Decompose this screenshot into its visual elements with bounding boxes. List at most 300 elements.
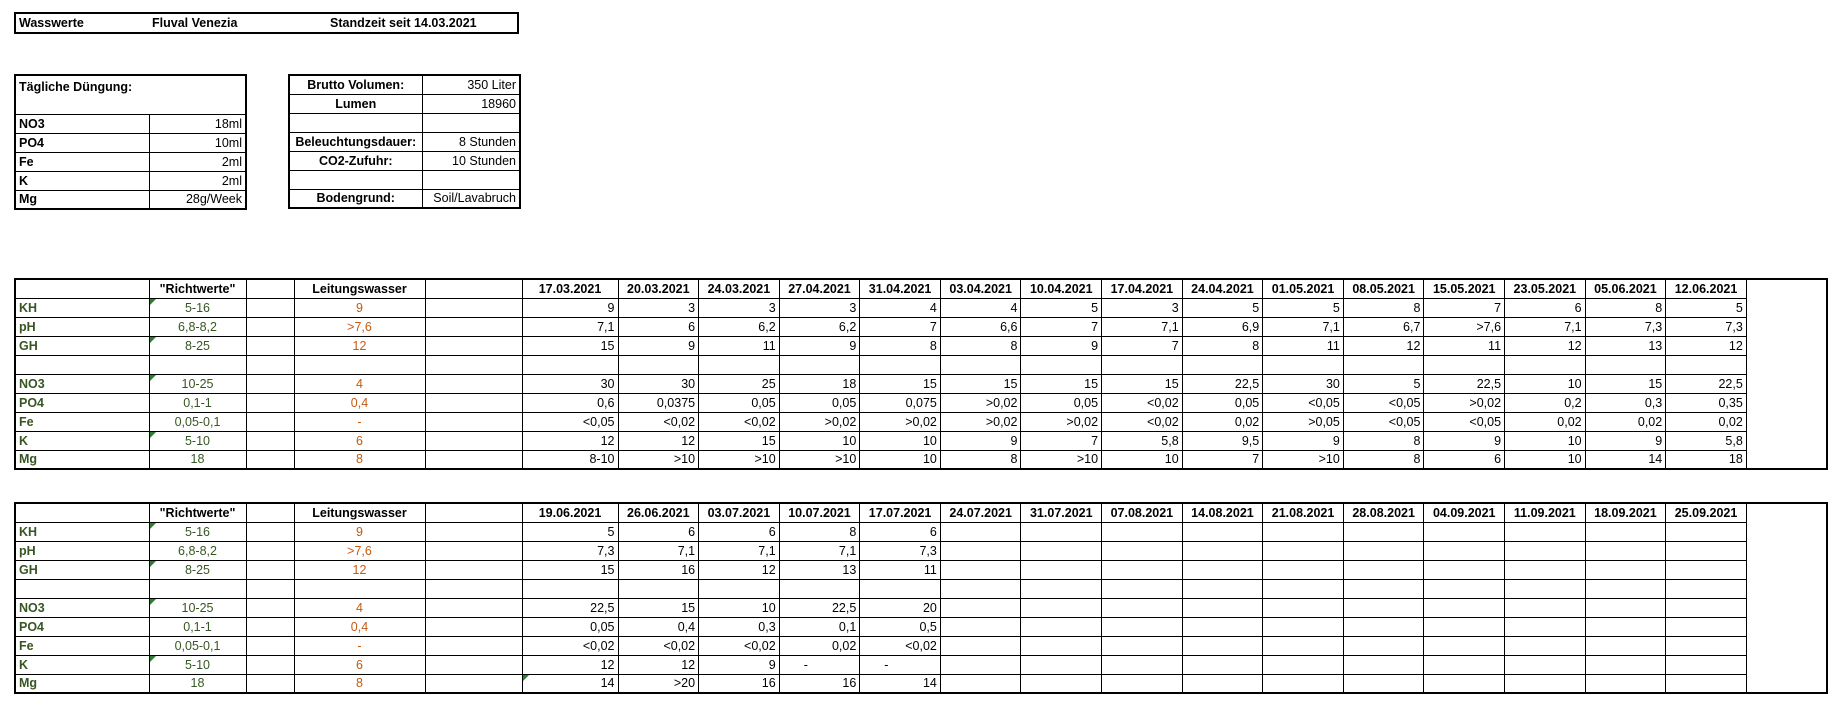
table-row [15, 412, 1827, 431]
value-cell [940, 541, 1021, 560]
standzeit: Standzeit seit 14.03.2021 [330, 16, 477, 30]
spacer-cell [246, 636, 294, 655]
value-cell: 7,1 [699, 541, 780, 560]
value-cell: 3 [618, 298, 699, 317]
value-cell: 15 [522, 560, 618, 579]
value-cell: 9 [940, 431, 1021, 450]
value-cell [1021, 355, 1102, 374]
value-cell: 12 [522, 431, 618, 450]
leitung-cell: 9 [294, 298, 425, 317]
table-row [15, 374, 1827, 393]
table-row [15, 393, 1827, 412]
value-cell: 6,9 [1182, 317, 1263, 336]
value-cell: 7,1 [1263, 317, 1344, 336]
date-header: 10.04.2021 [1021, 279, 1102, 298]
value-cell: 20 [860, 598, 941, 617]
leitung-cell: 0,4 [294, 393, 425, 412]
value-cell [1424, 541, 1505, 560]
table-row [15, 298, 1827, 317]
value-cell: 9 [1263, 431, 1344, 450]
value-cell: 15 [1102, 374, 1183, 393]
value-cell [1343, 636, 1424, 655]
value-cell: 10 [860, 450, 941, 469]
value-cell: 3 [779, 298, 860, 317]
header-row [15, 503, 1827, 522]
value-cell [1424, 636, 1505, 655]
value-cell: 7,1 [1102, 317, 1183, 336]
spacer-cell [246, 317, 294, 336]
leitung-cell: - [294, 636, 425, 655]
value-cell: 0,05 [699, 393, 780, 412]
value-cell: 12 [618, 655, 699, 674]
date-header: 21.08.2021 [1263, 503, 1344, 522]
value-cell: >0,02 [1424, 393, 1505, 412]
value-cell [1182, 617, 1263, 636]
info-table [288, 74, 521, 209]
value-cell [1505, 655, 1586, 674]
value-cell [1182, 674, 1263, 693]
corner-cell [15, 503, 149, 522]
value-cell: 6,6 [940, 317, 1021, 336]
value-cell: 0,02 [1505, 412, 1586, 431]
value-cell: 8 [940, 336, 1021, 355]
value-cell [1182, 579, 1263, 598]
value-cell: >10 [618, 450, 699, 469]
value-cell [1505, 636, 1586, 655]
value-cell: 0,35 [1666, 393, 1747, 412]
date-header: 08.05.2021 [1343, 279, 1424, 298]
value-cell [1424, 579, 1505, 598]
leitung-cell: 8 [294, 450, 425, 469]
value-cell [1021, 541, 1102, 560]
value-cell: 15 [618, 598, 699, 617]
spacer-cell [425, 674, 522, 693]
value-cell: 7,1 [779, 541, 860, 560]
value-cell [1263, 655, 1344, 674]
value-cell [1102, 355, 1183, 374]
value-cell [1666, 579, 1747, 598]
value-cell: 8 [940, 450, 1021, 469]
value-cell [1505, 598, 1586, 617]
value-cell [1666, 598, 1747, 617]
value-cell: 0,02 [1182, 412, 1263, 431]
value-cell: 8 [860, 336, 941, 355]
date-header: 24.04.2021 [1182, 279, 1263, 298]
value-cell: 22,5 [1666, 374, 1747, 393]
value-cell [1343, 522, 1424, 541]
value-cell [1343, 655, 1424, 674]
value-cell: 7,1 [522, 317, 618, 336]
leitung-cell: 0,4 [294, 617, 425, 636]
value-cell: 5 [1182, 298, 1263, 317]
value-cell: 11 [1263, 336, 1344, 355]
value-cell [1343, 674, 1424, 693]
value-cell [1263, 617, 1344, 636]
values-grid [14, 278, 1828, 470]
richtwert-cell: 0,05-0,1 [149, 412, 246, 431]
value-cell: 10 [1505, 450, 1586, 469]
spacer-cell [246, 503, 294, 522]
richtwert-cell: 10-25 [149, 374, 246, 393]
value-cell: >0,02 [860, 412, 941, 431]
spacer-cell [425, 393, 522, 412]
value-cell [1343, 579, 1424, 598]
value-cell [1505, 617, 1586, 636]
date-header: 01.05.2021 [1263, 279, 1344, 298]
value-cell [618, 355, 699, 374]
table-row [15, 598, 1827, 617]
value-cell: 22,5 [1182, 374, 1263, 393]
param-name: Fe [15, 412, 149, 431]
table-row [15, 431, 1827, 450]
value-cell [1102, 579, 1183, 598]
value-cell: 22,5 [779, 598, 860, 617]
value-cell: 0,2 [1505, 393, 1586, 412]
value-cell: <0,05 [522, 412, 618, 431]
param-name: PO4 [15, 617, 149, 636]
value-cell: 15 [1021, 374, 1102, 393]
richtwert-cell: 8-25 [149, 336, 246, 355]
param-name [15, 355, 149, 374]
value-cell: 6 [618, 317, 699, 336]
param-name [15, 579, 149, 598]
value-cell: <0,02 [699, 412, 780, 431]
table-row: CO2-Zufuhr: 10 Stunden [289, 151, 520, 170]
value-cell: >0,02 [940, 393, 1021, 412]
sheet-title: Wasswerte [19, 16, 84, 30]
spacer-cell [425, 298, 522, 317]
richtwert-cell: 10-25 [149, 598, 246, 617]
value-cell: 5,8 [1102, 431, 1183, 450]
richtwert-cell: 5-16 [149, 522, 246, 541]
corner-cell [15, 279, 149, 298]
value-cell [1263, 674, 1344, 693]
date-header: 26.06.2021 [618, 503, 699, 522]
table-row [15, 522, 1827, 541]
spacer-cell [425, 355, 522, 374]
value-cell: 0,3 [1585, 393, 1666, 412]
value-cell [1585, 522, 1666, 541]
table-row [15, 636, 1827, 655]
value-cell [1021, 636, 1102, 655]
value-cell [1021, 598, 1102, 617]
spacer-cell [425, 655, 522, 674]
value-cell: 0,0375 [618, 393, 699, 412]
value-cell: >10 [1021, 450, 1102, 469]
value-cell [1424, 598, 1505, 617]
value-cell: >0,05 [1263, 412, 1344, 431]
param-name: pH [15, 317, 149, 336]
value-cell [1263, 598, 1344, 617]
value-cell: 7,3 [860, 541, 941, 560]
value-cell: 0,05 [1182, 393, 1263, 412]
spacer-cell [246, 617, 294, 636]
spacer-cell [425, 450, 522, 469]
value-cell: 4 [860, 298, 941, 317]
spacer-cell [246, 598, 294, 617]
value-cell: 13 [779, 560, 860, 579]
value-cell: <0,02 [1102, 393, 1183, 412]
date-header: 17.07.2021 [860, 503, 941, 522]
value-cell [1343, 541, 1424, 560]
value-cell: 5,8 [1666, 431, 1747, 450]
value-cell [1263, 522, 1344, 541]
value-cell: <0,02 [860, 636, 941, 655]
table-row [289, 170, 520, 189]
value-cell: 6 [860, 522, 941, 541]
spacer-cell [246, 355, 294, 374]
leitung-cell: 8 [294, 674, 425, 693]
table-row [15, 579, 1827, 598]
param-name: KH [15, 522, 149, 541]
spacer-cell [246, 393, 294, 412]
leitung-cell: 6 [294, 655, 425, 674]
value-cell [1102, 655, 1183, 674]
spacer-cell [246, 336, 294, 355]
value-cell: 12 [1666, 336, 1747, 355]
table-row [15, 560, 1827, 579]
value-cell [1263, 636, 1344, 655]
value-cell: 10 [779, 431, 860, 450]
value-cell [1343, 560, 1424, 579]
value-cell: <0,05 [1263, 393, 1344, 412]
value-cell [1666, 355, 1747, 374]
table-row: Brutto Volumen: 350 Liter [289, 75, 520, 94]
table-row: Lumen 18960 [289, 94, 520, 113]
leitung-cell: 9 [294, 522, 425, 541]
value-cell: 3 [1102, 298, 1183, 317]
value-cell [1585, 579, 1666, 598]
value-cell: 14 [1585, 450, 1666, 469]
date-header: 28.08.2021 [1343, 503, 1424, 522]
table-row [15, 355, 1827, 374]
param-name: NO3 [15, 598, 149, 617]
value-cell: 9 [1424, 431, 1505, 450]
spacer-cell [246, 374, 294, 393]
value-cell: 15 [860, 374, 941, 393]
value-cell: >10 [1263, 450, 1344, 469]
richtwert-cell: 5-16 [149, 298, 246, 317]
param-name: GH [15, 560, 149, 579]
value-cell [1666, 636, 1747, 655]
leitung-cell: 12 [294, 560, 425, 579]
leitung-cell: >7,6 [294, 541, 425, 560]
value-cell: 7 [1102, 336, 1183, 355]
value-cell: 0,02 [1666, 412, 1747, 431]
value-cell [699, 355, 780, 374]
date-header: 17.03.2021 [522, 279, 618, 298]
value-cell [1182, 355, 1263, 374]
date-header: 07.08.2021 [1102, 503, 1183, 522]
value-cell: 0,05 [779, 393, 860, 412]
value-cell: <0,02 [1102, 412, 1183, 431]
value-cell [1585, 617, 1666, 636]
table-row [15, 336, 1827, 355]
param-name: PO4 [15, 393, 149, 412]
richtwert-cell [149, 579, 246, 598]
value-cell: 9 [699, 655, 780, 674]
value-cell: 12 [1505, 336, 1586, 355]
date-header: 19.06.2021 [522, 503, 618, 522]
value-cell: 22,5 [1424, 374, 1505, 393]
leitung-cell: 4 [294, 598, 425, 617]
value-cell [522, 579, 618, 598]
duengung-title: Tägliche Düngung: [15, 75, 246, 114]
value-cell [1424, 522, 1505, 541]
value-cell: 0,05 [522, 617, 618, 636]
value-cell: 11 [699, 336, 780, 355]
value-cell: 16 [618, 560, 699, 579]
value-cell [522, 355, 618, 374]
spacer-cell [246, 655, 294, 674]
value-cell: 0,02 [779, 636, 860, 655]
spacer-cell [246, 279, 294, 298]
value-cell [1585, 655, 1666, 674]
value-cell [1182, 636, 1263, 655]
value-cell: 30 [522, 374, 618, 393]
value-cell: 18 [1666, 450, 1747, 469]
value-cell: 7 [1182, 450, 1263, 469]
value-cell: 9 [522, 298, 618, 317]
value-cell [1102, 636, 1183, 655]
value-cell: 5 [1021, 298, 1102, 317]
leitung-cell: 4 [294, 374, 425, 393]
value-cell: 14 [860, 674, 941, 693]
value-cell: <0,05 [1424, 412, 1505, 431]
value-cell [1424, 674, 1505, 693]
spacer-cell [425, 503, 522, 522]
table-row [15, 617, 1827, 636]
value-cell: 7 [1424, 298, 1505, 317]
param-name: GH [15, 336, 149, 355]
param-name: K [15, 431, 149, 450]
param-name: Fe [15, 636, 149, 655]
value-cell [1666, 541, 1747, 560]
richtwert-cell: 5-10 [149, 431, 246, 450]
value-cell [1263, 541, 1344, 560]
value-cell: 15 [1585, 374, 1666, 393]
value-cell: >7,6 [1424, 317, 1505, 336]
value-cell: 13 [1585, 336, 1666, 355]
leitung-cell: - [294, 412, 425, 431]
value-cell [779, 355, 860, 374]
value-cell: 6 [699, 522, 780, 541]
richtwerte-header: "Richtwerte" [149, 279, 246, 298]
value-cell [1505, 674, 1586, 693]
value-cell: 7 [860, 317, 941, 336]
richtwert-cell: 18 [149, 674, 246, 693]
value-cell [1021, 617, 1102, 636]
date-header: 27.04.2021 [779, 279, 860, 298]
value-cell: 12 [699, 560, 780, 579]
value-cell: >10 [699, 450, 780, 469]
date-header: 03.04.2021 [940, 279, 1021, 298]
title-bar [14, 12, 519, 34]
date-header: 05.06.2021 [1585, 279, 1666, 298]
value-cell [1021, 655, 1102, 674]
value-cell [1182, 655, 1263, 674]
value-cell [1585, 674, 1666, 693]
value-cell [1021, 522, 1102, 541]
value-cell: 10 [1505, 374, 1586, 393]
value-cell: 15 [522, 336, 618, 355]
value-cell: 0,05 [1021, 393, 1102, 412]
table-row [289, 113, 520, 132]
value-cell: 0,5 [860, 617, 941, 636]
spacer-cell [425, 279, 522, 298]
value-cell: 15 [940, 374, 1021, 393]
leitung-cell: 12 [294, 336, 425, 355]
value-cell: 12 [522, 655, 618, 674]
value-cell [1343, 598, 1424, 617]
value-cell [1666, 655, 1747, 674]
value-cell: 10 [1102, 450, 1183, 469]
value-cell: 6,2 [699, 317, 780, 336]
date-header: 24.03.2021 [699, 279, 780, 298]
value-cell [1021, 579, 1102, 598]
leitung-cell [294, 355, 425, 374]
value-cell [1102, 560, 1183, 579]
value-cell: 10 [1505, 431, 1586, 450]
spacer-cell [425, 412, 522, 431]
value-cell: 6,2 [779, 317, 860, 336]
value-cell: 0,6 [522, 393, 618, 412]
date-header: 11.09.2021 [1505, 503, 1586, 522]
value-cell: 10 [699, 598, 780, 617]
value-cell [1585, 541, 1666, 560]
value-cell [1666, 617, 1747, 636]
spacer-cell [246, 560, 294, 579]
value-cell [1666, 674, 1747, 693]
richtwert-cell: 5-10 [149, 655, 246, 674]
value-cell: 8 [1585, 298, 1666, 317]
value-cell [940, 598, 1021, 617]
value-cell [1343, 617, 1424, 636]
value-cell: >0,02 [1021, 412, 1102, 431]
value-cell: 7,3 [1666, 317, 1747, 336]
spacer-cell [425, 317, 522, 336]
value-cell: 11 [1424, 336, 1505, 355]
value-cell [1263, 355, 1344, 374]
table-row: Fe 2ml [15, 152, 246, 171]
richtwert-cell: 8-25 [149, 560, 246, 579]
tank-name: Fluval Venezia [152, 16, 238, 30]
table-row: Beleuchtungsdauer: 8 Stunden [289, 132, 520, 151]
value-cell [1505, 541, 1586, 560]
value-cell: <0,05 [1343, 412, 1424, 431]
richtwerte-header: "Richtwerte" [149, 503, 246, 522]
value-cell [1585, 355, 1666, 374]
value-cell [1424, 560, 1505, 579]
value-cell: - [860, 655, 941, 674]
value-cell [1021, 674, 1102, 693]
table-row: Bodengrund: Soil/Lavabruch [289, 189, 520, 208]
value-cell: >0,02 [940, 412, 1021, 431]
param-name: Mg [15, 674, 149, 693]
value-cell: <0,02 [618, 636, 699, 655]
value-cell: 7 [1021, 317, 1102, 336]
richtwert-cell: 0,05-0,1 [149, 636, 246, 655]
value-cell [940, 579, 1021, 598]
value-cell: 8-10 [522, 450, 618, 469]
value-cell [1263, 560, 1344, 579]
value-cell: 9,5 [1182, 431, 1263, 450]
value-cell: 14 [522, 674, 618, 693]
spacer-cell [246, 412, 294, 431]
spacer-cell [246, 450, 294, 469]
value-cell: 0,02 [1585, 412, 1666, 431]
value-cell [1585, 598, 1666, 617]
